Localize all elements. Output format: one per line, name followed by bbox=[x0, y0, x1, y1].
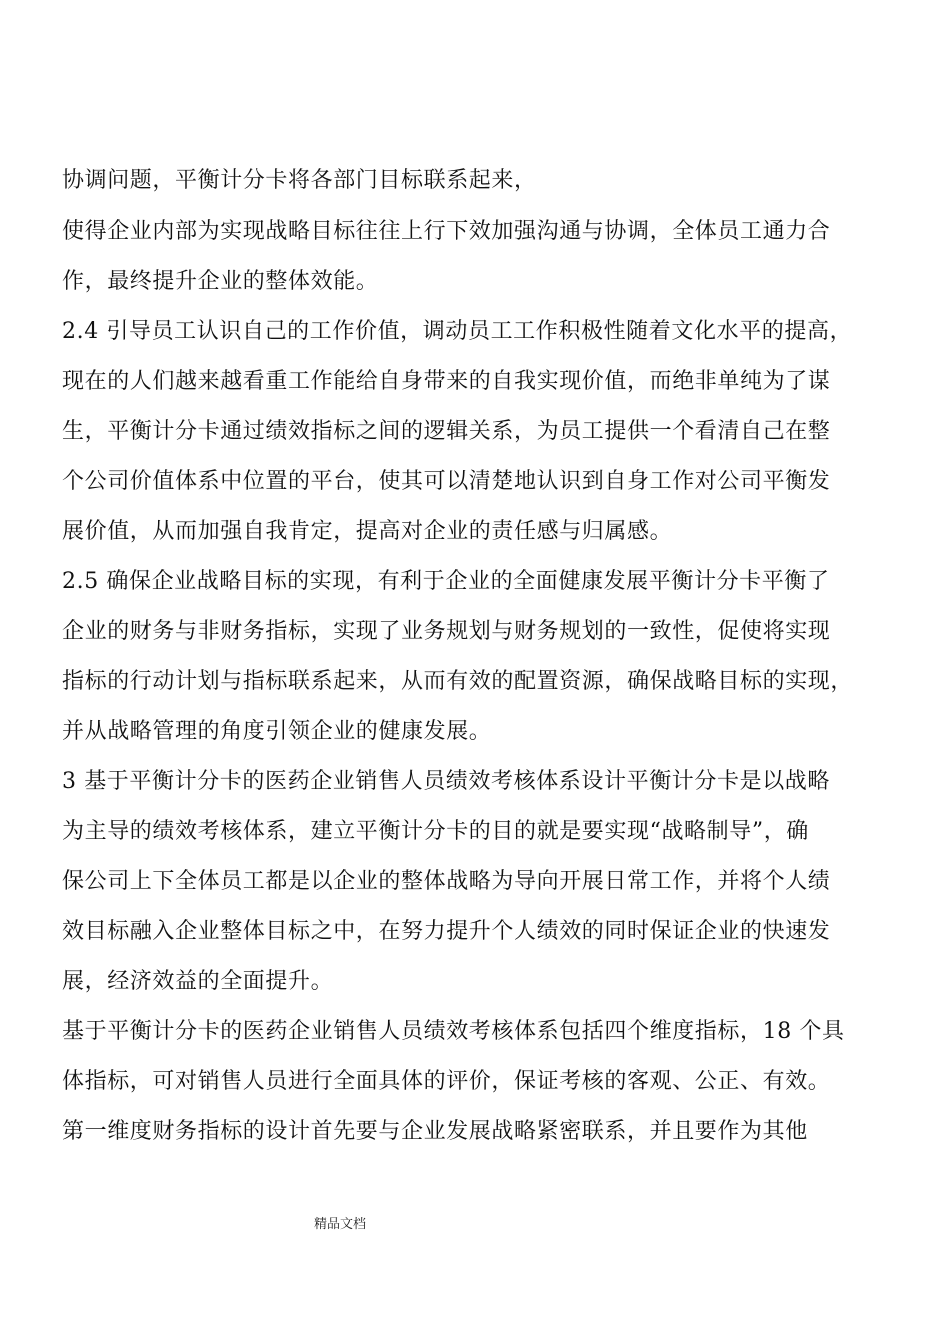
text-line: 使得企业内部为实现战略目标往往上行下效加强沟通与协调，全体员工通力合 bbox=[62, 219, 831, 244]
text-line: 企业的财务与非财务指标，实现了业务规划与财务规划的一致性，促使将实现 bbox=[62, 619, 831, 644]
text-line: 第一维度财务指标的设计首先要与企业发展战略紧密联系，并且要作为其他 bbox=[62, 1119, 808, 1144]
page-footer: 精品文档 bbox=[314, 1217, 367, 1232]
text-line: 保公司上下全体员工都是以企业的整体战略为导向开展日常工作，并将个人绩 bbox=[62, 869, 831, 894]
text-line: 协调问题，平衡计分卡将各部门目标联系起来， bbox=[62, 168, 537, 193]
section-heading-2-5: 2.5 确保企业战略目标的实现，有利于企业的全面健康发展平衡计分卡平衡了 bbox=[62, 569, 830, 594]
text-line: 展价值，从而加强自我肯定，提高对企业的责任感与归属感。 bbox=[62, 519, 673, 544]
text-line: 基于平衡计分卡的医药企业销售人员绩效考核体系包括四个维度指标，18 个具 bbox=[62, 1019, 845, 1044]
section-heading-3: 3 基于平衡计分卡的医药企业销售人员绩效考核体系设计平衡计分卡是以战略 bbox=[62, 769, 830, 794]
text-line: 作，最终提升企业的整体效能。 bbox=[62, 269, 379, 294]
text-line: 个公司价值体系中位置的平台，使其可以清楚地认识到自身工作对公司平衡发 bbox=[62, 469, 831, 494]
text-line: 现在的人们越来越看重工作能给自身带来的自我实现价值，而绝非单纯为了谋 bbox=[62, 369, 831, 394]
text-line: 指标的行动计划与指标联系起来，从而有效的配置资源，确保战略目标的实现， bbox=[62, 669, 854, 694]
section-heading-2-4: 2.4 引导员工认识自己的工作价值，调动员工工作积极性随着文化水平的提高， bbox=[62, 319, 853, 344]
text-line: 展，经济效益的全面提升。 bbox=[62, 969, 334, 994]
text-line: 生，平衡计分卡通过绩效指标之间的逻辑关系，为员工提供一个看清自己在整 bbox=[62, 419, 831, 444]
text-line: 体指标，可对销售人员进行全面具体的评价，保证考核的客观、公正、有效。 bbox=[62, 1069, 831, 1094]
text-line: 并从战略管理的角度引领企业的健康发展。 bbox=[62, 719, 492, 744]
text-line: 为主导的绩效考核体系，建立平衡计分卡的目的就是要实现“战略制导”，确 bbox=[62, 819, 809, 844]
text-line: 效目标融入企业整体目标之中，在努力提升个人绩效的同时保证企业的快速发 bbox=[62, 919, 831, 944]
